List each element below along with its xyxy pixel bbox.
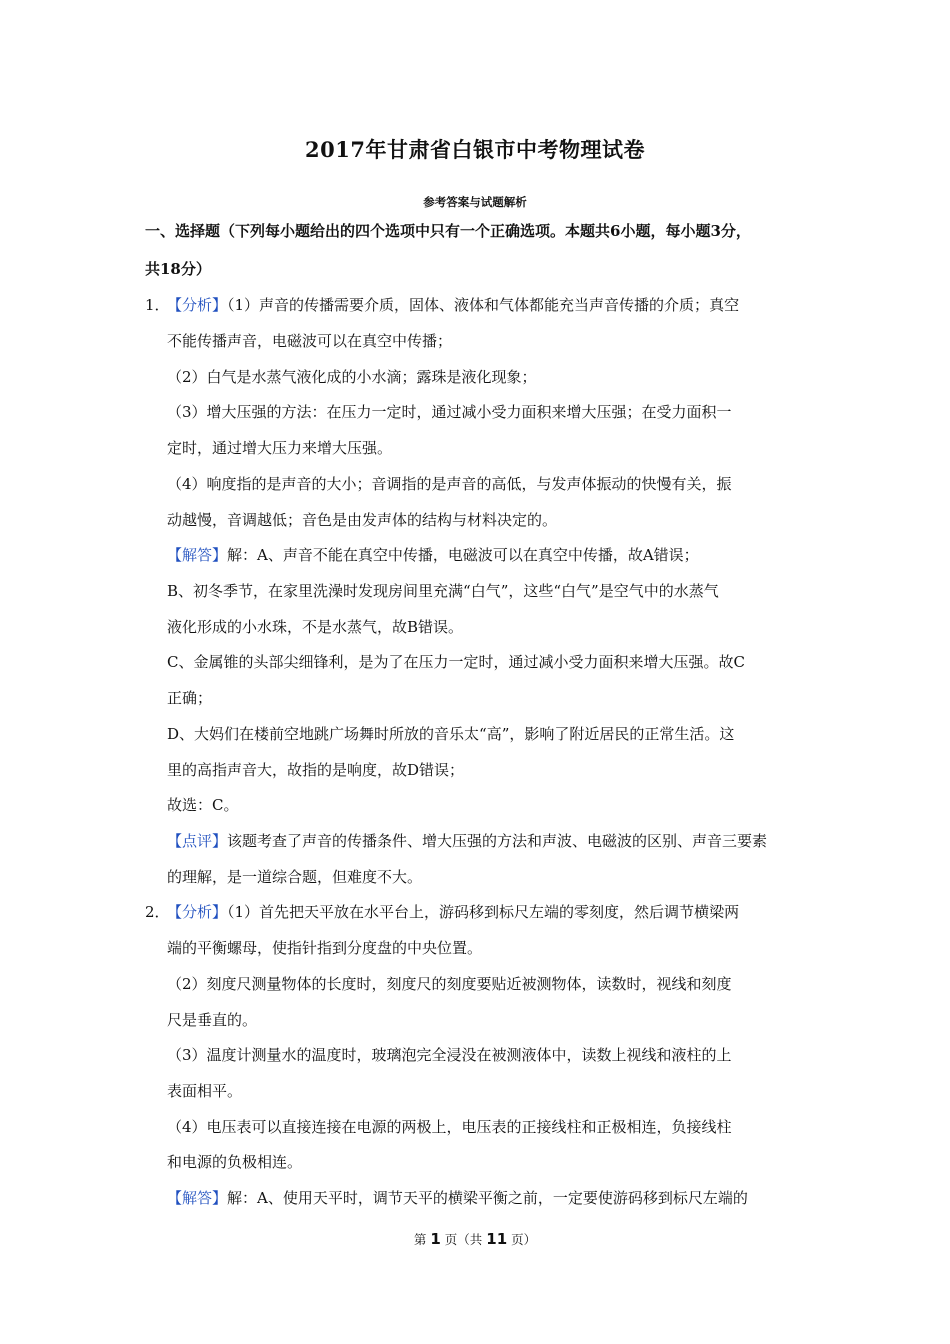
- q1-analysis-1: （1）声音的传播需要介质，固体、液体和气体都能充当声音传播的介质；真空: [227, 296, 740, 314]
- page-footer: [0, 1230, 950, 1248]
- q1-analysis-4b: 动越慢，音调越低；音色是由发声体的结构与材料决定的。: [167, 511, 558, 529]
- section-heading-cont: 共18分）: [145, 260, 211, 278]
- q1-analysis-4: （4）响度指的是声音的大小；音调指的是声音的高低，与发声体振动的快慢有关，振: [167, 475, 732, 493]
- q2-analysis-line: [145, 902, 739, 922]
- footer-prefix: 第: [413, 1232, 427, 1247]
- q2-analysis-2b: 尺是垂直的。: [167, 1011, 258, 1029]
- q1-answer-2: B、初冬季节，在家里洗澡时发现房间里充满“白气”，这些“白气”是空气中的水蒸气: [167, 582, 719, 600]
- q1-comment-1: 该题考查了声音的传播条件、增大压强的方法和声波、电磁波的区别、声音三要素: [227, 832, 768, 850]
- q2-analysis-4: （4）电压表可以直接连接在电源的两极上，电压表的正接线柱和正极相连，负接线柱: [167, 1118, 732, 1136]
- q1-comment-1b: 的理解，是一道综合题，但难度不大。: [167, 868, 423, 886]
- q2-analysis-1: （1）首先把天平放在水平台上，游码移到标尺左端的零刻度，然后调节横梁两: [227, 903, 740, 921]
- q1-number: 1．: [145, 296, 170, 314]
- q2-analysis-3b: 表面相平。: [167, 1082, 243, 1100]
- page-subtitle: 参考答案与试题解析: [423, 195, 527, 209]
- q1-analysis-line: [145, 295, 739, 315]
- page-title: 2017年甘肃省白银市中考物理试卷: [305, 137, 645, 162]
- analysis-tag: 【分析】: [167, 296, 228, 314]
- q2-analysis-2: （2）刻度尺测量物体的长度时，刻度尺的刻度要贴近被测物体，读数时，视线和刻度: [167, 975, 732, 993]
- q1-answer-line: [167, 545, 699, 565]
- q1-analysis-2: （2）白气是水蒸气液化成的小水滴；露珠是液化现象；: [167, 368, 537, 386]
- q2-analysis-3: （3）温度计测量水的温度时，玻璃泡完全浸没在被测液体中，读数上视线和液柱的上: [167, 1046, 732, 1064]
- q2-number: 2．: [145, 903, 170, 921]
- footer-page-number: 1: [430, 1230, 441, 1248]
- q2-answer-line: [167, 1188, 748, 1208]
- q1-analysis-1b: 不能传播声音，电磁波可以在真空中传播；: [167, 332, 453, 350]
- answer-tag: 【解答】: [167, 546, 228, 564]
- q1-answer-3: C、金属锥的头部尖细锋利，是为了在压力一定时，通过减小受力面积来增大压强。故C: [167, 653, 745, 671]
- q2-answer-1: 解：A、使用天平时，调节天平的横梁平衡之前，一定要使游码移到标尺左端的: [227, 1189, 748, 1207]
- q1-answer-2b: 液化形成的小水珠，不是水蒸气，故B错误。: [167, 618, 464, 636]
- q1-answer-4: D、大妈们在楼前空地跳广场舞时所放的音乐太“高”，影响了附近居民的正常生活。这: [167, 725, 735, 743]
- comment-tag: 【点评】: [167, 832, 228, 850]
- q1-analysis-3: （3）增大压强的方法：在压力一定时，通过减小受力面积来增大压强；在受力面积一: [167, 403, 732, 421]
- footer-mid: 页（共: [444, 1232, 483, 1247]
- section-heading: 一、选择题（下列每小题给出的四个选项中只有一个正确选项。本题共6小题，每小题3分，: [145, 222, 751, 240]
- q1-analysis-3b: 定时，通过增大压力来增大压强。: [167, 439, 393, 457]
- q1-comment-line: [167, 831, 767, 851]
- q1-answer-1: 解：A、声音不能在真空中传播，电磁波可以在真空中传播，故A错误；: [227, 546, 699, 564]
- q1-answer-4b: 里的高指声音大，故指的是响度，故D错误；: [167, 761, 465, 779]
- q2-analysis-4b: 和电源的负极相连。: [167, 1153, 303, 1171]
- q1-answer-3b: 正确；: [167, 689, 213, 707]
- footer-total-pages: 11: [486, 1230, 508, 1248]
- footer-suffix: 页）: [511, 1232, 537, 1247]
- q1-answer-5: 故选：C。: [167, 796, 239, 814]
- analysis-tag: 【分析】: [167, 903, 228, 921]
- q2-analysis-1b: 端的平衡螺母，使指针指到分度盘的中央位置。: [167, 939, 483, 957]
- answer-tag: 【解答】: [167, 1189, 228, 1207]
